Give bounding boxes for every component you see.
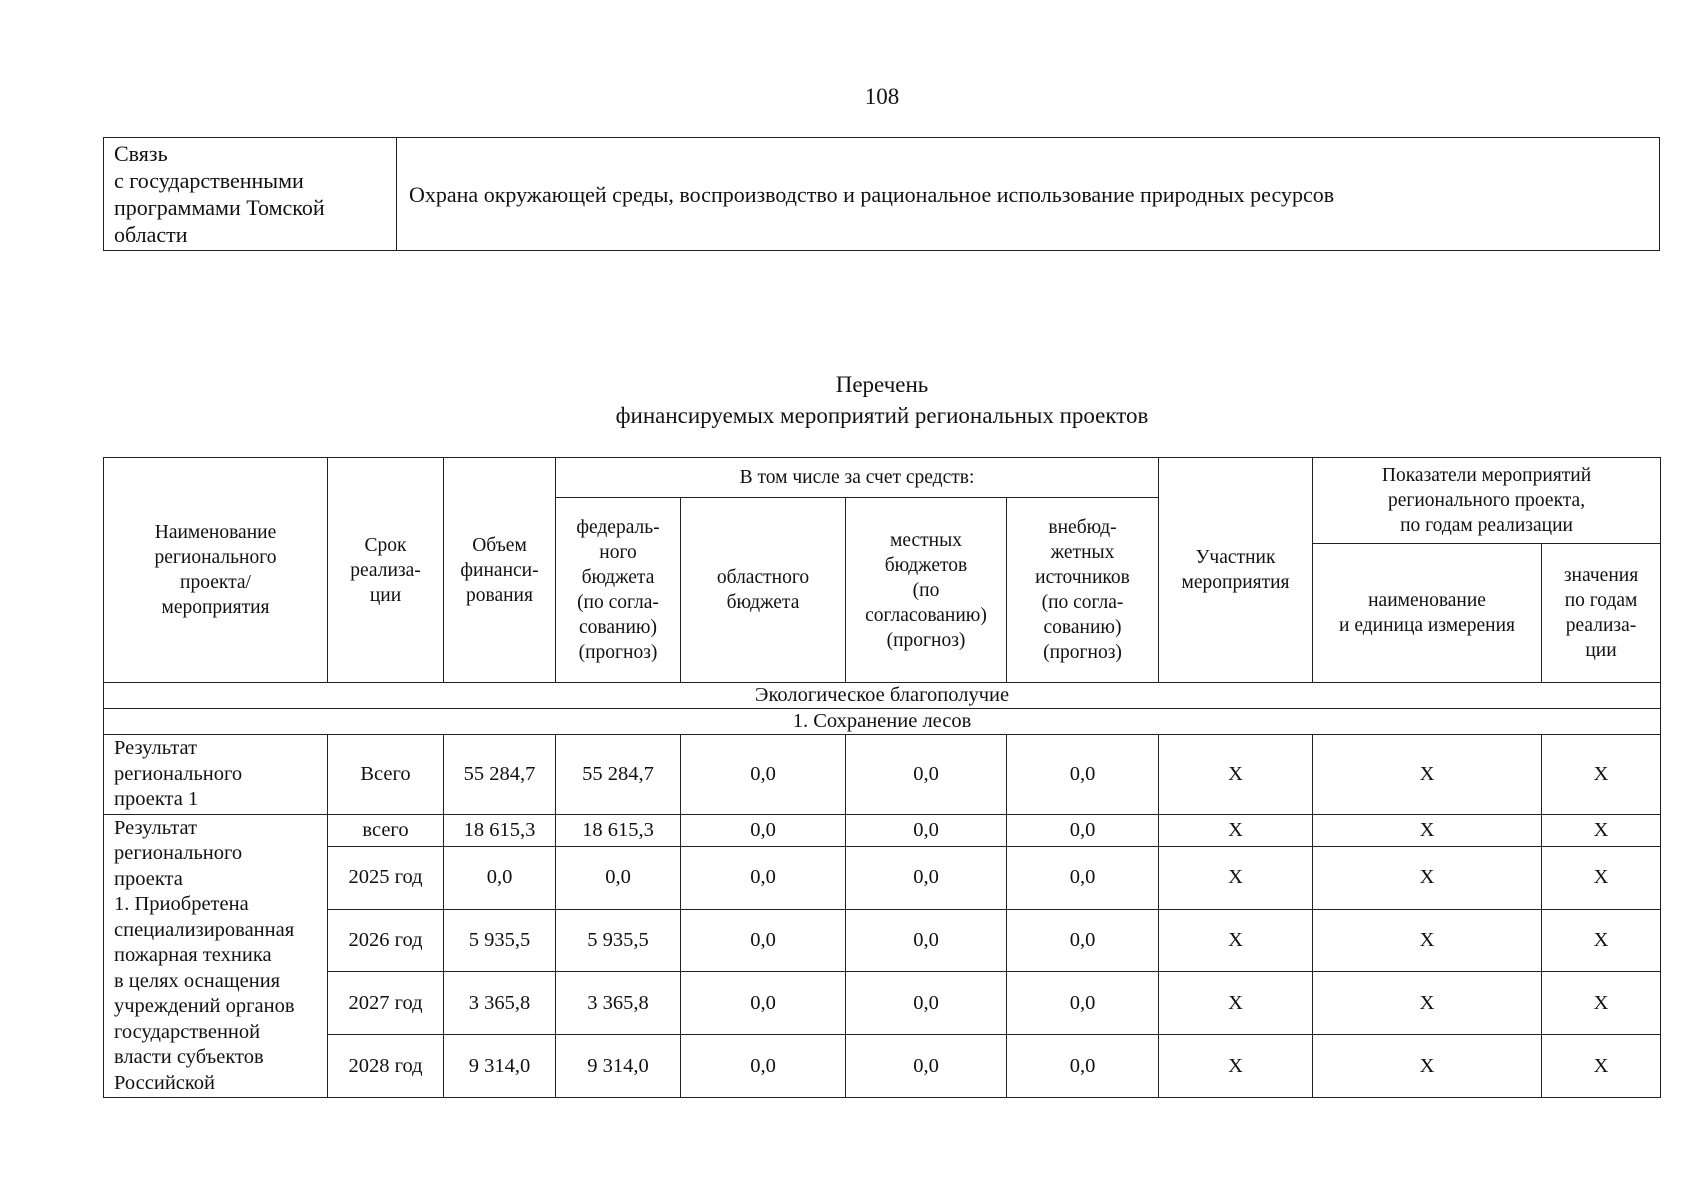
- table-row: [104, 846, 1661, 909]
- cell-period: 2026 год: [328, 909, 444, 972]
- cell-indicator-values: Х: [1542, 846, 1661, 909]
- cell-federal: 55 284,7: [556, 735, 681, 815]
- header-row-1: [104, 458, 1661, 498]
- cell-period: всего: [328, 814, 444, 846]
- cell-indicator-name: Х: [1313, 735, 1542, 815]
- header-participant: Участник мероприятия: [1159, 458, 1313, 683]
- cell-volume: 5 935,5: [444, 909, 556, 972]
- cell-volume: 0,0: [444, 846, 556, 909]
- cell-volume: 18 615,3: [444, 814, 556, 846]
- cell-federal: 9 314,0: [556, 1035, 681, 1098]
- program-link-value: Охрана окружающей среды, воспроизводство и рациональное использование природных ресурсов: [397, 138, 1660, 251]
- header-indicator-name: наименование и единица измерения: [1313, 544, 1542, 683]
- cell-participant: Х: [1159, 814, 1313, 846]
- page-number: 108: [864, 84, 900, 109]
- header-regional: областного бюджета: [681, 498, 846, 683]
- cell-volume: 3 365,8: [444, 972, 556, 1035]
- cell-extrabudget: 0,0: [1007, 909, 1159, 972]
- cell-regional: 0,0: [681, 735, 846, 815]
- cell-federal: 18 615,3: [556, 814, 681, 846]
- cell-federal: 3 365,8: [556, 972, 681, 1035]
- cell-participant: Х: [1159, 735, 1313, 815]
- result-name: Результат регионального проекта 1. Приобретена специализированная пожарная техника в целях оснащения учреждений органов государственной власти субъектов Российской: [104, 814, 328, 1098]
- table-row: [104, 1035, 1661, 1098]
- section-subproject: 1. Сохранение лесов: [104, 709, 1661, 735]
- cell-indicator-values: Х: [1542, 1035, 1661, 1098]
- cell-indicator-name: Х: [1313, 909, 1542, 972]
- cell-participant: Х: [1159, 972, 1313, 1035]
- section-row-subproject: [104, 709, 1661, 735]
- cell-regional: 0,0: [681, 846, 846, 909]
- cell-extrabudget: 0,0: [1007, 1035, 1159, 1098]
- cell-regional: 0,0: [681, 814, 846, 846]
- section-row-project: [104, 683, 1661, 709]
- cell-regional: 0,0: [681, 909, 846, 972]
- list-title: [400, 369, 1364, 431]
- header-local: местных бюджетов (по согласованию) (прогноз): [846, 498, 1007, 683]
- cell-local: 0,0: [846, 814, 1007, 846]
- cell-regional: 0,0: [681, 1035, 846, 1098]
- cell-indicator-values: Х: [1542, 909, 1661, 972]
- cell-indicator-values: Х: [1542, 735, 1661, 815]
- result-name: Результат регионального проекта 1: [104, 735, 328, 815]
- program-link-table: [103, 137, 1660, 251]
- header-volume: Объем финанси- рования: [444, 458, 556, 683]
- financing-table: [103, 457, 1661, 1098]
- cell-indicator-values: Х: [1542, 972, 1661, 1035]
- cell-period: 2027 год: [328, 972, 444, 1035]
- cell-indicator-name: Х: [1313, 972, 1542, 1035]
- cell-period: Всего: [328, 735, 444, 815]
- header-including: В том числе за счет средств:: [556, 458, 1159, 498]
- cell-extrabudget: 0,0: [1007, 972, 1159, 1035]
- cell-indicator-name: Х: [1313, 846, 1542, 909]
- table-row: [104, 814, 1661, 846]
- cell-local: 0,0: [846, 846, 1007, 909]
- cell-indicator-name: Х: [1313, 814, 1542, 846]
- cell-federal: 0,0: [556, 846, 681, 909]
- program-link-row: [104, 138, 1660, 251]
- program-link-label: Связь с государственными программами Томской области: [104, 138, 397, 251]
- table-row: [104, 909, 1661, 972]
- cell-indicator-name: Х: [1313, 1035, 1542, 1098]
- cell-volume: 55 284,7: [444, 735, 556, 815]
- header-name: Наименование регионального проекта/ мероприятия: [104, 458, 328, 683]
- cell-local: 0,0: [846, 1035, 1007, 1098]
- header-period: Срок реализа- ции: [328, 458, 444, 683]
- cell-regional: 0,0: [681, 972, 846, 1035]
- cell-extrabudget: 0,0: [1007, 846, 1159, 909]
- table-row: [104, 972, 1661, 1035]
- header-indicators: Показатели мероприятий регионального проекта, по годам реализации: [1313, 458, 1661, 544]
- cell-local: 0,0: [846, 735, 1007, 815]
- cell-local: 0,0: [846, 972, 1007, 1035]
- cell-extrabudget: 0,0: [1007, 814, 1159, 846]
- cell-period: 2025 год: [328, 846, 444, 909]
- table-row: [104, 735, 1661, 815]
- cell-extrabudget: 0,0: [1007, 735, 1159, 815]
- list-title-line1: Перечень: [835, 372, 929, 397]
- header-extrabudget: внебюд- жетных источников (по согла- сованию) (прогноз): [1007, 498, 1159, 683]
- cell-volume: 9 314,0: [444, 1035, 556, 1098]
- cell-participant: Х: [1159, 909, 1313, 972]
- header-indicator-values: значения по годам реализа- ции: [1542, 544, 1661, 683]
- section-project: Экологическое благополучие: [104, 683, 1661, 709]
- cell-participant: Х: [1159, 1035, 1313, 1098]
- cell-local: 0,0: [846, 909, 1007, 972]
- cell-indicator-values: Х: [1542, 814, 1661, 846]
- cell-federal: 5 935,5: [556, 909, 681, 972]
- header-federal: федераль- ного бюджета (по согла- сованию) (прогноз): [556, 498, 681, 683]
- list-title-line2: финансируемых мероприятий региональных проектов: [615, 403, 1149, 428]
- cell-participant: Х: [1159, 846, 1313, 909]
- cell-period: 2028 год: [328, 1035, 444, 1098]
